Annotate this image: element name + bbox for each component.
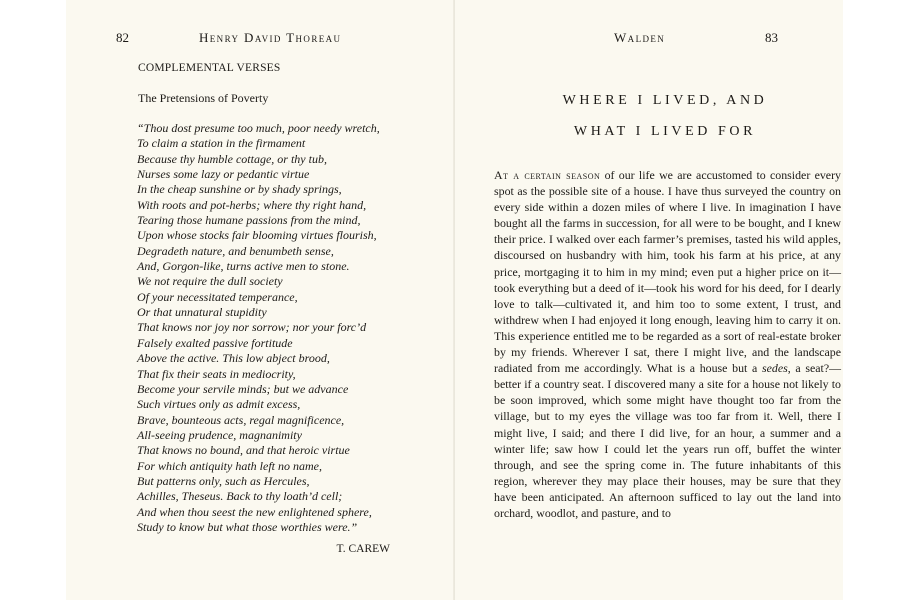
verse-line: For which antiquity hath left no name, bbox=[137, 458, 322, 473]
poem-verse bbox=[137, 121, 437, 535]
verse-line: Study to know but what those worthies were.” bbox=[137, 519, 358, 534]
verse-line: Because thy humble cottage, or thy tub, bbox=[137, 151, 327, 166]
verse-line: With roots and pot-herbs; where thy right hand, bbox=[137, 197, 367, 212]
verse-line: In the cheap sunshine or by shady springs, bbox=[137, 182, 342, 197]
body-text-emphasis: sedes bbox=[761, 361, 788, 376]
verse-line: And, Gorgon-like, turns active men to stone. bbox=[137, 259, 350, 274]
poem-title: The Pretensions of Poverty bbox=[138, 91, 269, 105]
verse-line: Falsely exalted passive fortitude bbox=[137, 335, 293, 350]
verse-line: Such virtues only as admit excess, bbox=[137, 397, 301, 412]
body-text-part-1: of our life we are accustomed to consider every spot as the possible site of a house. I have thus surveyed the country on every side within a dozen miles of where I live. In imagination I have bought all the farms in succession, for all were to be bought, and I knew their price. I walked over each farmer’s premises, tasted his wild apples, discoursed on husbandry with him, took his farm at his price, at any price, mortgaging it to him in my mind; even put a higher price on it—took everything but a deed of it—took his word for his deed, for I dearly love to talk—cultivated it, and him too to some extent, I trust, and withdrew when I had enjoyed it long enough, leaving him to carry it on. This experience entitled me to be regarded as a sort of real-estate broker by my friends. Wherever I sat, there I might live, and the landscape radiated from me accordingly. What is a house but a bbox=[494, 168, 841, 376]
verse-line: Tearing those humane passions from the mind, bbox=[137, 213, 361, 228]
verse-line: All-seeing prudence, magnanimity bbox=[137, 427, 302, 442]
right-page bbox=[455, 0, 843, 600]
verse-line: “Thou dost presume too much, poor needy wretch, bbox=[137, 121, 380, 135]
verse-line: That knows nor joy nor sorrow; nor your forc’d bbox=[137, 320, 367, 335]
chapter-title-line-1: WHERE I LIVED, AND bbox=[562, 93, 768, 108]
verse-line: Brave, bounteous acts, regal magnificence, bbox=[137, 412, 345, 427]
verse-line: Nurses some lazy or pedantic virtue bbox=[137, 167, 310, 182]
verse-line: Above the active. This low abject brood, bbox=[137, 351, 330, 366]
verse-line: To claim a station in the firmament bbox=[137, 136, 306, 151]
verse-line: Become your servile minds; but we advance bbox=[137, 381, 349, 396]
verse-line: Or that unnatural stupidity bbox=[137, 305, 267, 320]
poem-attribution: T. CAREW bbox=[336, 543, 390, 555]
left-page-number: 82 bbox=[116, 30, 129, 45]
section-label: COMPLEMENTAL VERSES bbox=[138, 62, 281, 74]
right-page-number: 83 bbox=[765, 30, 778, 45]
verse-line: We not require the dull society bbox=[137, 274, 283, 289]
verse-line: Upon whose stocks fair blooming virtues flourish, bbox=[137, 228, 377, 243]
verse-line: Of your necessitated temperance, bbox=[137, 289, 298, 304]
verse-line: And when thou seest the new enlightened sphere, bbox=[137, 504, 372, 519]
body-text-part-2: , a seat?—better if a country seat. I discovered many a site for a house not likely to be soon improved, which some might have thought too far from the village, but to my eyes the village was too far from it. Well, there I might live, I said; and there I did live, for an hour, a summer and a winter life; saw how I could let the years run off, buffet the winter through, and see the spring come in. The future inhabitants of this region, wherever they may place their houses, may be sure that they have been anticipated. An afternoon sufficed to lay out the land into orchard, woodlot, and pasture, and to bbox=[494, 361, 841, 520]
verse-line: Achilles, Theseus. Back to thy loath’d cell; bbox=[137, 489, 343, 504]
book-spread bbox=[66, 0, 843, 600]
right-running-head: Walden bbox=[614, 30, 666, 45]
opening-small-caps: At a certain season bbox=[494, 168, 601, 182]
left-running-head: Henry David Thoreau bbox=[199, 30, 342, 45]
verse-line: But patterns only, such as Hercules, bbox=[137, 473, 310, 488]
verse-line: That knows no bound, and that heroic virtue bbox=[137, 443, 350, 458]
verse-line: Degradeth nature, and benumbeth sense, bbox=[137, 243, 334, 258]
verse-line: That fix their seats in mediocrity, bbox=[137, 366, 296, 381]
chapter-body-text bbox=[494, 167, 841, 521]
chapter-title-line-2: WHAT I LIVED FOR bbox=[573, 124, 757, 139]
left-page bbox=[66, 0, 454, 600]
